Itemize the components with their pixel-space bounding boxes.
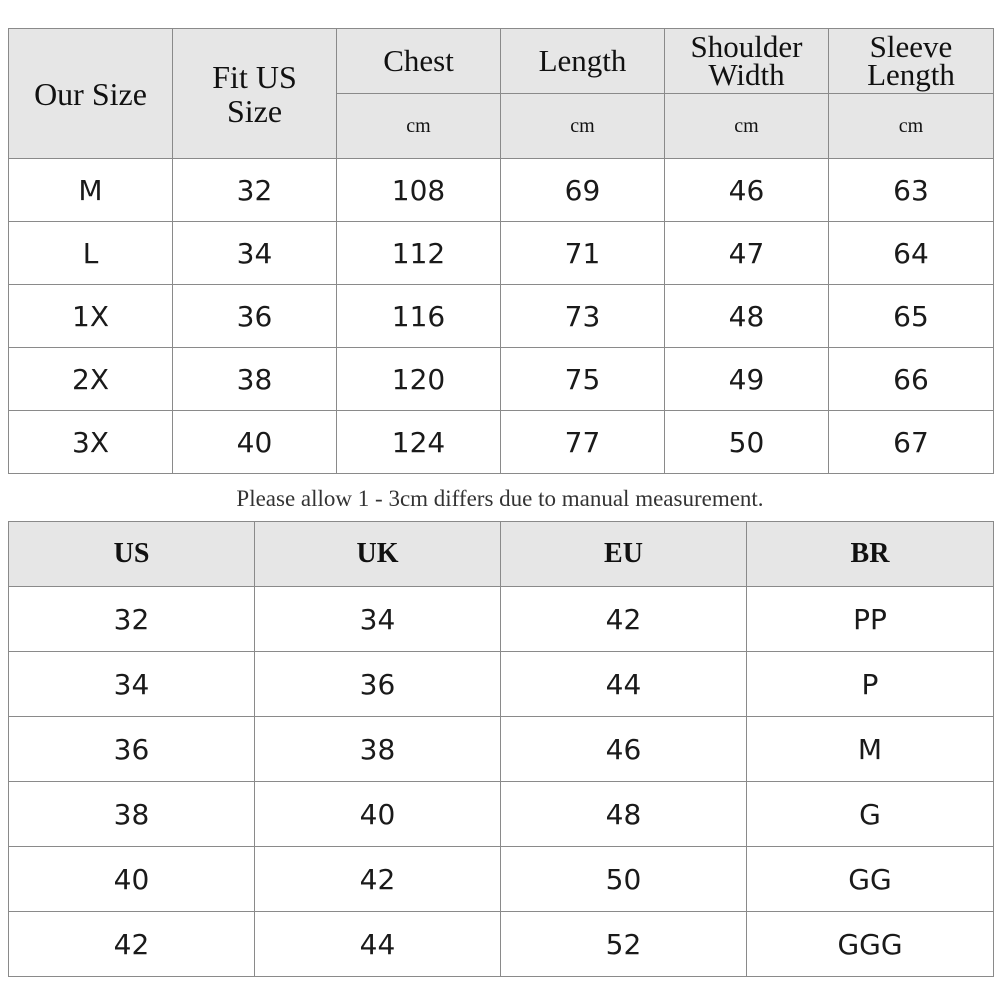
table-row (9, 587, 994, 652)
cell-sleeve-length: 64 (829, 222, 994, 285)
table-row (9, 159, 994, 222)
header-length-label: Length (538, 43, 627, 78)
header-shoulder-line2: Width (708, 57, 785, 92)
cell-us: 40 (9, 847, 255, 912)
cell-br: GG (747, 847, 994, 912)
size-conversion-table (8, 521, 994, 977)
cell-eu: 46 (501, 717, 747, 782)
table-row (9, 348, 994, 411)
cell-us: 32 (9, 587, 255, 652)
cell-chest: 116 (337, 285, 501, 348)
cell-eu: 50 (501, 847, 747, 912)
table-row (9, 652, 994, 717)
header-length (501, 29, 665, 94)
cell-us: 36 (9, 717, 255, 782)
cell-eu: 42 (501, 587, 747, 652)
cell-fit-us-size: 32 (173, 159, 337, 222)
cell-br: GGG (747, 912, 994, 977)
cell-fit-us-size: 34 (173, 222, 337, 285)
cell-br: P (747, 652, 994, 717)
header-chest (337, 29, 501, 94)
cell-uk: 42 (255, 847, 501, 912)
cell-shoulder-width: 46 (665, 159, 829, 222)
header-eu: EU (501, 522, 747, 587)
header-our-size-label: Our Size (34, 75, 147, 112)
cell-us: 38 (9, 782, 255, 847)
table-row (9, 717, 994, 782)
cell-fit-us-size: 36 (173, 285, 337, 348)
cell-length: 73 (501, 285, 665, 348)
header-fit-us-size (173, 29, 337, 159)
table-row (9, 847, 994, 912)
header-sleeve-length (829, 29, 994, 94)
unit-length: cm (501, 94, 665, 159)
header-fit-us-size-line2: Size (226, 92, 283, 129)
header-sleeve-line2: Length (867, 57, 955, 92)
cell-shoulder-width: 48 (665, 285, 829, 348)
table-row (9, 411, 994, 474)
cell-br: PP (747, 587, 994, 652)
cell-length: 71 (501, 222, 665, 285)
cell-sleeve-length: 63 (829, 159, 994, 222)
cell-length: 69 (501, 159, 665, 222)
cell-br: G (747, 782, 994, 847)
header-sleeve-line1: Sleeve (869, 29, 953, 64)
cell-our-size: M (9, 159, 173, 222)
header-shoulder-width (665, 29, 829, 94)
table-row (9, 782, 994, 847)
cell-eu: 52 (501, 912, 747, 977)
unit-shoulder-width: cm (665, 94, 829, 159)
cell-uk: 36 (255, 652, 501, 717)
table-row (9, 222, 994, 285)
header-us: US (9, 522, 255, 587)
cell-uk: 44 (255, 912, 501, 977)
table-row (9, 912, 994, 977)
cell-chest: 120 (337, 348, 501, 411)
header-fit-us-size-line1: Fit US (212, 58, 297, 95)
cell-br: M (747, 717, 994, 782)
measurement-note: Please allow 1 - 3cm differs due to manual measurement. (236, 486, 764, 511)
cell-us: 34 (9, 652, 255, 717)
cell-sleeve-length: 67 (829, 411, 994, 474)
size-chart-table (8, 28, 994, 474)
cell-uk: 34 (255, 587, 501, 652)
cell-shoulder-width: 50 (665, 411, 829, 474)
unit-chest: cm (337, 94, 501, 159)
cell-our-size: 2X (9, 348, 173, 411)
cell-fit-us-size: 40 (173, 411, 337, 474)
cell-chest: 108 (337, 159, 501, 222)
header-shoulder-line1: Shoulder (690, 29, 803, 64)
cell-chest: 124 (337, 411, 501, 474)
header-chest-label: Chest (383, 43, 454, 78)
header-uk: UK (255, 522, 501, 587)
cell-eu: 48 (501, 782, 747, 847)
cell-eu: 44 (501, 652, 747, 717)
cell-our-size: 3X (9, 411, 173, 474)
cell-our-size: L (9, 222, 173, 285)
header-our-size (9, 29, 173, 159)
cell-length: 75 (501, 348, 665, 411)
cell-uk: 38 (255, 717, 501, 782)
cell-length: 77 (501, 411, 665, 474)
cell-uk: 40 (255, 782, 501, 847)
cell-shoulder-width: 49 (665, 348, 829, 411)
cell-us: 42 (9, 912, 255, 977)
header-br: BR (747, 522, 994, 587)
cell-chest: 112 (337, 222, 501, 285)
cell-shoulder-width: 47 (665, 222, 829, 285)
unit-sleeve-length: cm (829, 94, 994, 159)
cell-sleeve-length: 65 (829, 285, 994, 348)
table-row (9, 285, 994, 348)
cell-sleeve-length: 66 (829, 348, 994, 411)
cell-our-size: 1X (9, 285, 173, 348)
cell-fit-us-size: 38 (173, 348, 337, 411)
